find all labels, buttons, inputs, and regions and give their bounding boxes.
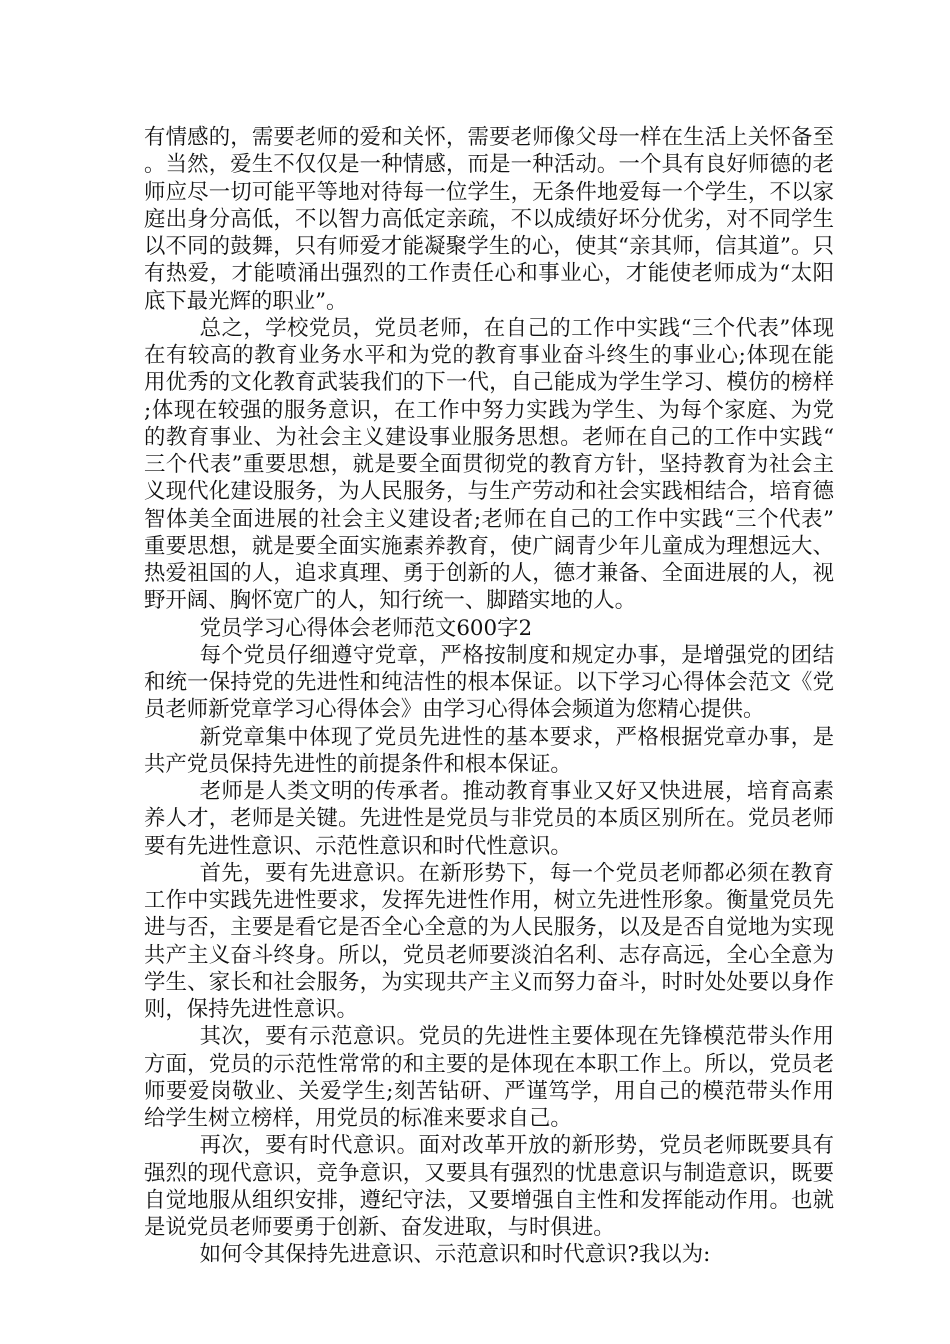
section-heading: 党员学习心得体会老师范文600字2 [199,615,533,641]
paragraph-new-charter: 新党章集中体现了党员先进性的基本要求，严格根据党章办事，是共产党员保持先进性的前提条件和根本保证。 [144,724,834,777]
paragraph-teacher-role: 老师是人类文明的传承者。推动教育事业又好又快进展，培育高素养人才，老师是关键。先进性是党员与非党员的本质区别所在。党员老师要有先进性意识、示范性意识和时代性意识。 [144,779,834,859]
paragraph-third-modern: 再次，要有时代意识。面对改革开放的新形势，党员老师既要具有强烈的现代意识，竞争意识，又要具有强烈的忧患意识与制造意识，既要自觉地服从组织安排，遵纪守法，又要增强自主性和发挥能动作用。也就是说党员老师要勇于创新、奋发进取，与时俱进。 [144,1133,834,1240]
paragraph-summary: 总之，学校党员，党员老师，在自己的工作中实践“三个代表”体现在有较高的教育业务水平和为党的教育事业奋斗终生的事业心;体现在能用优秀的文化教育武装我们的下一代，自己能成为学生学习、模仿的榜样;体现在较强的服务意识，在工作中努力实践为学生、为每个家庭、为党的教育事业、为社会主义建设事业服务思想。老师在自己的工作中实践“三个代表”重要思想，就是要全面贯彻党的教育方针，坚持教育为社会主义现代化建设服务，为人民服务，与生产劳动和社会实践相结合，培育德智体美全面进展的社会主义建设者;老师在自己的工作中实践“三个代表”重要思想，就是要全面实施素养教育，使广阔青少年儿童成为理想远大、热爱祖国的人，追求真理、勇于创新的人，德才兼备、全面进展的人，视野开阔、胸怀宽广的人，知行统一、脚踏实地的人。 [144,315,834,614]
paragraph-second-exemplary: 其次，要有示范意识。党员的先进性主要体现在先锋模范带头作用方面，党员的示范性常常的和主要的是体现在本职工作上。所以，党员老师要爱岗敬业、关爱学生;刻苦钻研、严谨笃学，用自己的模范带头作用给学生树立榜样，用党员的标准来要求自己。 [144,1024,834,1131]
paragraph-teacher-love: 有情感的，需要老师的爱和关怀，需要老师像父母一样在生活上关怀备至。当然，爱生不仅仅是一种情感，而是一种活动。一个具有良好师德的老师应尽一切可能平等地对待每一位学生，无条件地爱每一个学生，不以家庭出身分高低，不以智力高低定亲疏，不以成绩好坏分优劣，对不同学生以不同的鼓舞，只有师爱才能凝聚学生的心，使其“亲其师，信其道”。只有热爱，才能喷涌出强烈的工作责任心和事业心，才能使老师成为“太阳底下最光辉的职业”。 [144,125,834,314]
paragraph-first-advanced: 首先，要有先进意识。在新形势下，每一个党员老师都必须在教育工作中实践先进性要求，发挥先进性作用，树立先进性形象。衡量党员先进与否，主要是看它是否全心全意的为人民服务，以及是否自觉地为实现共产主义奋斗终身。所以，党员老师要淡泊名利、志存高远，全心全意为学生、家长和社会服务，为实现共产主义而努力奋斗，时时处处要以身作则，保持先进性意识。 [144,860,834,1022]
paragraph-intro: 每个党员仔细遵守党章，严格按制度和规定办事，是增强党的团结和统一保持党的先进性和纯洁性的根本保证。以下学习心得体会范文《党员老师新党章学习心得体会》由学习心得体会频道为您精心提供。 [144,642,834,723]
paragraph-question: 如何令其保持先进意识、示范意识和时代意识?我以为: [199,1242,711,1268]
document-page [144,124,834,1269]
